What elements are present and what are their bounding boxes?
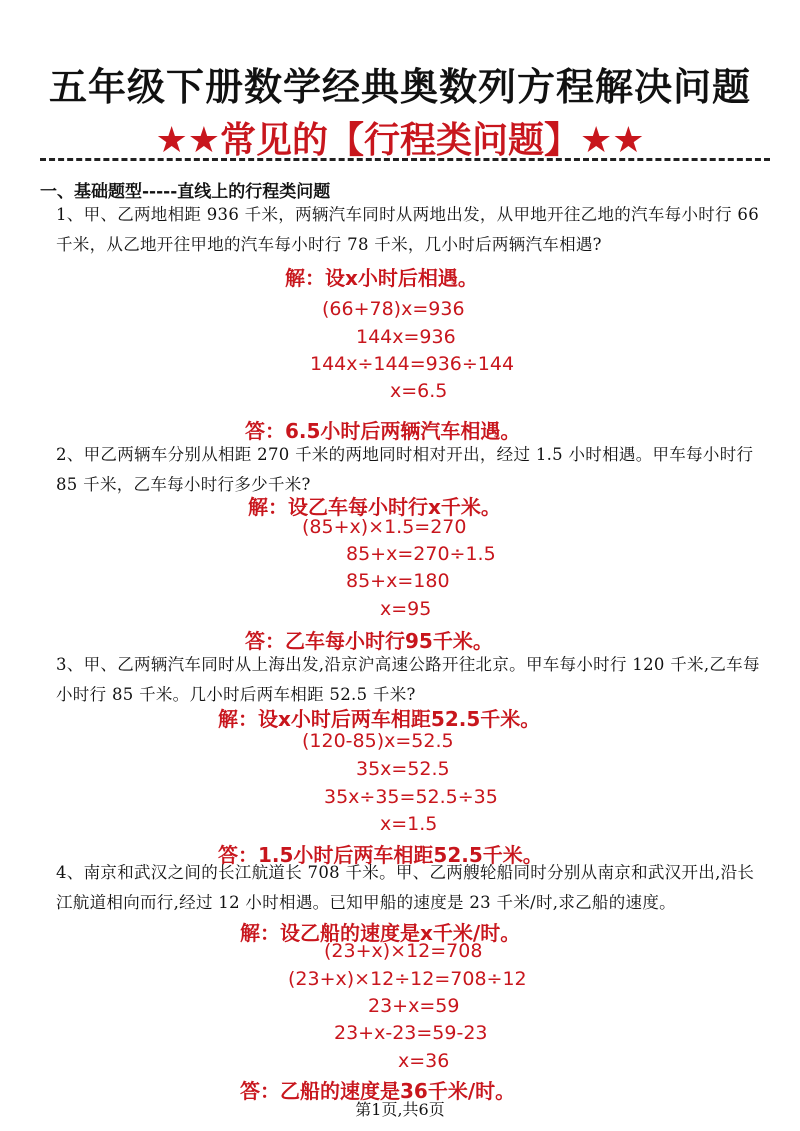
page-subtitle: ★★常见的【行程类问题】★★ <box>155 120 645 161</box>
problem-1-equation-1: (66+78)x=936 <box>322 298 465 320</box>
section-heading: 一、基础题型-----直线上的行程类问题 <box>40 182 331 202</box>
problem-4-question: 4、南京和武汉之间的长江航道长 708 千米。甲、乙两艘轮船同时分别从南京和武汉开出,沿长江航道相向而行,经过 12 小时相遇。已知甲船的速度是 23 千米/时,求乙船的速度。 <box>56 863 755 912</box>
problem-2-equation-4: x=95 <box>380 598 432 620</box>
problem-3-equation-1: (120-85)x=52.5 <box>302 730 454 752</box>
problem-1-equation-2: 144x=936 <box>356 326 456 348</box>
problem-4-equation-5: x=36 <box>398 1050 450 1072</box>
problem-4-equation-3: 23+x=59 <box>368 995 460 1017</box>
problem-1-equation-4: x=6.5 <box>390 380 448 402</box>
problem-3-question: 3、甲、乙两辆汽车同时从上海出发,沿京沪高速公路开往北京。甲车每小时行 120 千米,乙车每小时行 85 千米。几小时后两车相距 52.5 千米? <box>56 655 760 704</box>
problem-3-equation-2: 35x=52.5 <box>356 758 450 780</box>
problem-3-equation-3: 35x÷35=52.5÷35 <box>324 786 498 808</box>
problem-4-equation-2: (23+x)×12÷12=708÷12 <box>288 968 527 990</box>
problem-4-answer: 答：乙船的速度是36千米/时。 <box>240 1079 516 1103</box>
dashed-divider <box>40 158 770 161</box>
problem-2-setup: 解：设乙车每小时行x千米。 <box>248 495 501 519</box>
problem-3-equation-4: x=1.5 <box>380 813 438 835</box>
problem-4-equation-4: 23+x-23=59-23 <box>334 1022 488 1044</box>
page-footer: 第1页,共6页 <box>355 1100 445 1119</box>
problem-2-equation-3: 85+x=180 <box>346 570 450 592</box>
problem-3-answer: 答：1.5小时后两车相距52.5千米。 <box>218 843 543 867</box>
problem-1-answer: 答：6.5小时后两辆汽车相遇。 <box>245 419 521 443</box>
page-title: 五年级下册数学经典奥数列方程解决问题 <box>48 65 751 109</box>
problem-2-question: 2、甲乙两辆车分别从相距 270 千米的两地同时相对开出，经过 1.5 小时相遇。甲车每小时行 85 千米，乙车每小时行多少千米? <box>56 445 754 494</box>
problem-2-equation-1: (85+x)×1.5=270 <box>302 516 467 538</box>
problem-4-setup: 解：设乙船的速度是x千米/时。 <box>240 921 521 945</box>
problem-2-equation-2: 85+x=270÷1.5 <box>346 543 496 565</box>
problem-1-question: 1、甲、乙两地相距 936 千米，两辆汽车同时从两地出发，从甲地开往乙地的汽车每小时行 66 千米，从乙地开往甲地的汽车每小时行 78 千米，几小时后两辆汽车相遇? <box>56 205 760 254</box>
problem-2-answer: 答：乙车每小时行95千米。 <box>245 629 493 653</box>
problem-1-setup: 解：设x小时后相遇。 <box>285 266 478 290</box>
problem-4-equation-1: (23+x)×12=708 <box>324 940 483 962</box>
problem-3-setup: 解：设x小时后两车相距52.5千米。 <box>218 707 541 731</box>
problem-1-equation-3: 144x÷144=936÷144 <box>310 353 515 375</box>
